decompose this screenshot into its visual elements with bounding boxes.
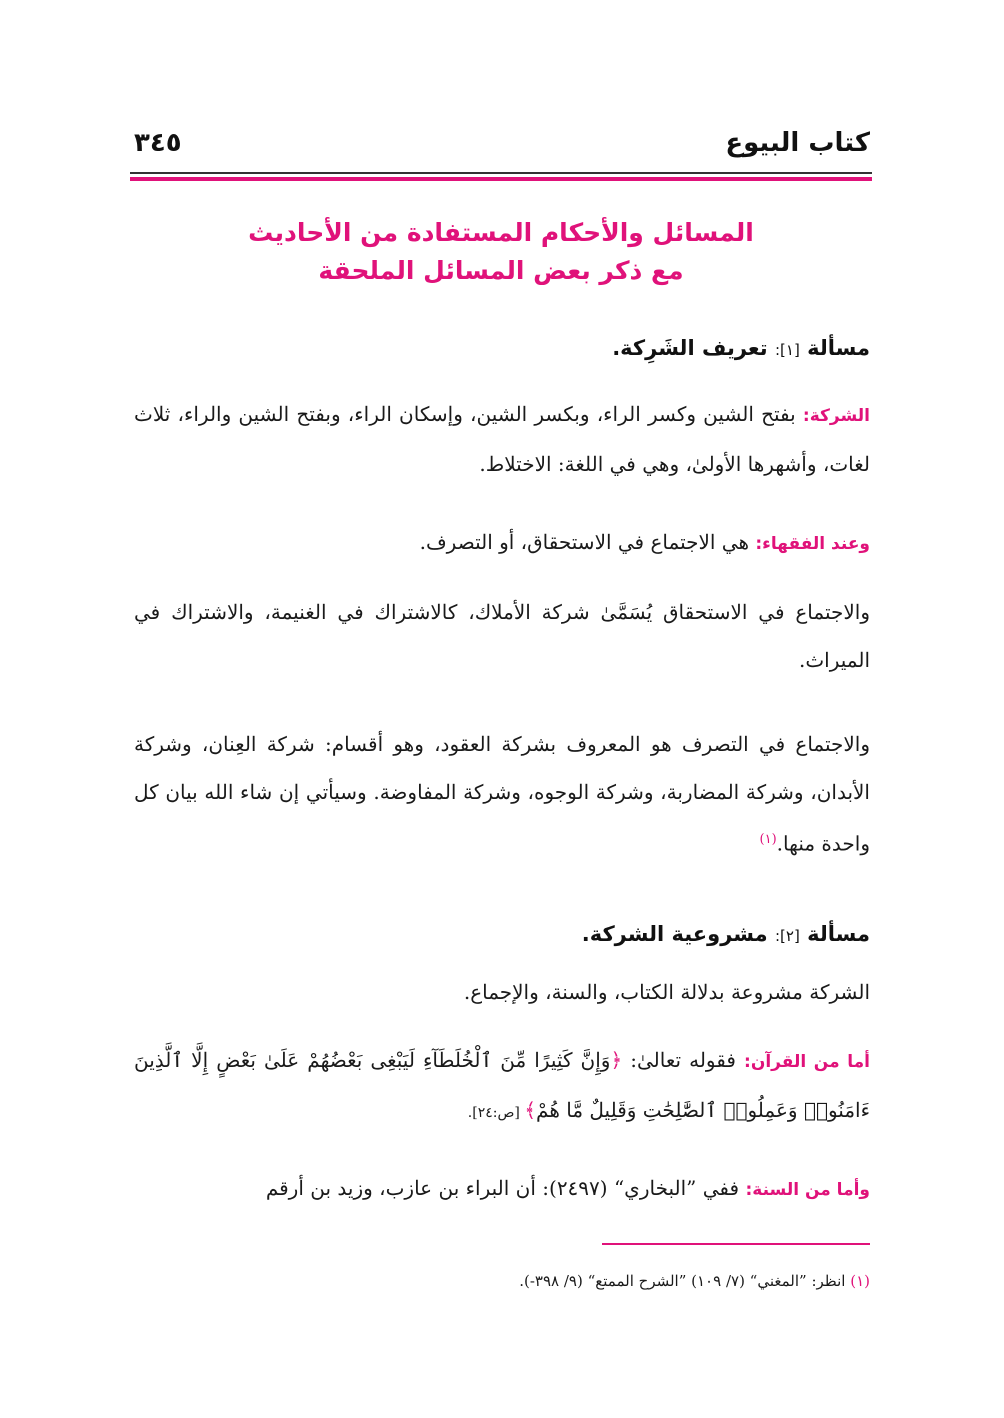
tasarruf-paragraph — [134, 720, 870, 868]
quran-close-bracket: ﴾ — [524, 1098, 537, 1122]
mashru-paragraph: الشركة مشروعة بدلالة الكتاب، والسنة، والإجماع. — [463, 980, 870, 1004]
issue-label: مسألة — [807, 336, 870, 360]
definition-text: بفتح الشين وكسر الراء، وبكسر الشين، وإسكان الراء، وبفتح الشين والراء، ثلاث لغات، وأشهرها الأولىٰ، وهي في اللغة: الاختلاط. — [134, 402, 870, 476]
page-number: ٣٤٥ — [134, 128, 182, 158]
section-title — [130, 214, 872, 290]
issue-2-heading — [134, 914, 870, 956]
issue-label: مسألة — [807, 922, 870, 946]
header-rule-accent — [130, 177, 872, 181]
footnote-number: (١) — [850, 1272, 870, 1290]
issue-title: تعريف الشَرِكة. — [612, 336, 768, 360]
quran-reference: [ص:٢٤]. — [467, 1105, 525, 1121]
fuqaha-paragraph — [134, 518, 870, 568]
sunnah-text: ففي ”البخاري“ (٢٤٩٧): أن البراء بن عازب، وزيد بن أرقم — [265, 1176, 746, 1200]
quran-lead: أما من القرآن: — [744, 1052, 870, 1072]
definition-paragraph — [134, 390, 870, 488]
fuqaha-lead: وعند الفقهاء: — [755, 534, 870, 554]
tasarruf-text: والاجتماع في التصرف هو المعروف بشركة العقود، وهو أقسام: شركة العِنان، وشركة الأبدان، وشركة المضاربة، وشركة الوجوه، وشركة المفاوضة. وسيأتي إن شاء الله بيان كل واحدة منها. — [134, 732, 870, 856]
footnote-text: انظر: ”المغني“ (٧/ ١٠٩) ”الشرح الممتع“ (٩/ ٣٩٨-). — [519, 1272, 851, 1290]
istihqaq-paragraph: والاجتماع في الاستحقاق يُسَمَّىٰ شركة الأملاك، كالاشتراك في الغنيمة، والاشتراك في الميراث. — [134, 600, 870, 672]
issue-title: مشروعية الشركة. — [581, 922, 768, 946]
sunnah-lead: وأما من السنة: — [745, 1180, 870, 1200]
fuqaha-text: هي الاجتماع في الاستحقاق، أو التصرف. — [419, 530, 756, 554]
section-title-line-1: المسائل والأحكام المستفادة من الأحاديث — [248, 218, 754, 247]
footnote-marker[interactable]: (١) — [759, 832, 777, 847]
sunnah-paragraph — [134, 1164, 870, 1214]
footnote-separator — [602, 1243, 870, 1245]
issue-number: [١]: — [774, 341, 800, 359]
quran-verse: وَإِنَّ كَثِيرًا مِّنَ ٱلْخُلَطَآءِ لَيَبْغِى بَعْضُهُمْ عَلَىٰ بَعْضٍ إِلَّا ٱلَّذِينَ ءَامَنُوا۟ وَعَمِلُوا۟ ٱلصَّٰلِحَٰتِ وَقَلِيلٌ مَّا هُمْ — [134, 1048, 870, 1122]
section-title-line-2: مع ذكر بعض المسائل الملحقة — [318, 256, 684, 285]
issue-1-heading — [134, 328, 870, 370]
quran-intro: فقوله تعالىٰ: — [622, 1048, 745, 1072]
issue-number: [٢]: — [774, 927, 800, 945]
quran-open-bracket: ﴿ — [610, 1048, 623, 1072]
quran-paragraph — [134, 1036, 870, 1137]
running-title: كتاب البيوع — [725, 128, 870, 158]
header-rule — [130, 172, 872, 174]
definition-lead: الشركة: — [802, 406, 870, 426]
footnote — [134, 1268, 870, 1294]
